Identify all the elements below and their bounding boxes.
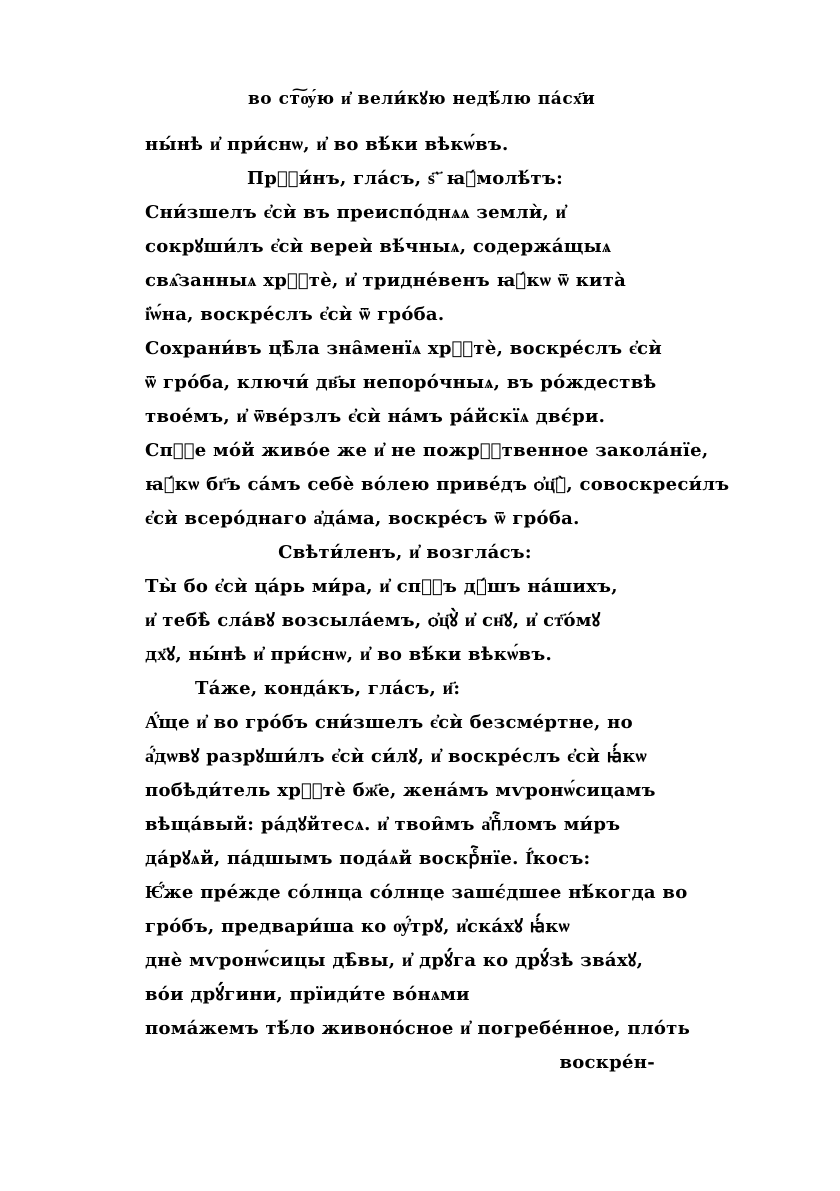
text-line: да́рꙋѧй, па́дшымъ пода́ѧй воскрⷭ҇нїе. І҆́косъ: [145, 848, 591, 869]
rubric-heading: Та́же, конда́къ, гла́съ, и҃: [195, 678, 461, 699]
text-line: і҆ѡ́на, воскре́слъ є҆сѝ ѿ гро́ба. [145, 304, 445, 325]
text-line: Ты̀ бо є҆сѝ ца́рь ми́ра, и҆ спⷭ҇ъ дꙋ́шъ на́шихъ, [145, 576, 618, 597]
text-line: Спⷭ҇е мо́й живо́е же и҆ не пожрⷭ҇твенное закола́нїе, [145, 440, 709, 461]
rubric-heading: Свѣти́ленъ, и҆ возгла́съ: [278, 542, 532, 563]
text-line: побѣди́тель хрⷭ҇тѐ бж҃е, жена́мъ мѵронѡ́сицамъ [145, 780, 656, 801]
text-line: сокрꙋши́лъ є҆сѝ вереѝ вѣ́чныѧ, содержа́щыѧ [145, 236, 612, 257]
rubric-heading: Прⷭ҇и́нъ, гла́съ, ѕ҃ ҃ ꙗ҆́молѣ́тъ: [246, 168, 564, 189]
text-line: днѐ мѵронѡ́сицы дѣ̑вы, и҆ дрꙋ́га ко дрꙋ́зѣ зва́хꙋ, [145, 950, 644, 971]
text-line: А҆́ще и҆ во гро́бъ сни́зшелъ є҆сѝ безсме́ртне, но [145, 712, 633, 733]
text-line: ны́нѣ и҆ при́снѡ, и҆ во вѣ́ки вѣкѡ́въ. [145, 134, 509, 155]
text-line: ѿ гро́ба, ключи́ дв҃ы непоро́чныѧ, въ ро́ждествѣ [145, 372, 657, 393]
text-line: дх҃ꙋ, ны́нѣ и҆ при́снѡ, и҆ во вѣ́ки вѣкѡ́въ. [145, 644, 553, 665]
text-line: Ѥ҆́же пре́жде со́лнца со́лнце зашє́дшее нѣ́когда во [145, 882, 688, 903]
text-line: пома́жемъ тѣ́ло живоно́сное и҆ погребе́нное, пло́ть [145, 1018, 691, 1039]
text-line: Сохрани́въ цѣ̑ла зна̑менїѧ хрⷭ҇тѐ, воскре́слъ є҆сѝ [145, 338, 662, 359]
text-line: вѣща́вый: ра́дꙋйтесѧ. и҆ твои̑мъ а҆пⷭ҇ломъ ми́ръ [145, 814, 621, 835]
text-line: а҆́дѡвꙋ разрꙋши́лъ є҆сѝ си́лꙋ, и҆ воскре́слъ є҆сѝ ꙗ҆́кѡ [145, 746, 647, 767]
text-line: твое́мъ, и҆ ѿве́рзлъ є҆сѝ на́мъ ра́йскїѧ двє́ри. [145, 406, 606, 427]
running-head: во ст͠ѹ́ю и҆ вели́кꙋю недѣ́лю па́сх҃и [248, 89, 596, 109]
text-line: є҆сѝ всеро́днаго а҆да́ма, воскре́съ ѿ гро́ба. [145, 508, 580, 529]
text-line: во́и дрꙋ́гини, прїиди́те во́нѧми [145, 984, 470, 1005]
catchword: воскре́н- [559, 1052, 655, 1073]
text-block [145, 128, 730, 1080]
text-line: гро́бъ, предвари́ша ко ѹ҆́трꙋ, и҆ска́хꙋ ꙗ҆́кѡ [145, 916, 570, 937]
text-line: Сни́зшелъ є҆сѝ въ преиспо́днѧѧ землѝ, и҆ [145, 202, 567, 223]
text-line: ꙗ҆́кѡ бг҃ъ са́мъ себѐ во́лею приве́дъ ѻ҆ц҃ꙋ̀, совоскреси́лъ [145, 474, 730, 495]
text-line: и҆ тебѣ̀ сла́вꙋ возсыла́емъ, ѻ҆ц҃ꙋ̀ и҆ сн҃ꙋ, и҆ ст҃о́мꙋ [145, 610, 601, 631]
text-line: свѧ̑занныѧ хрⷭ҇тѐ, и҆ тридне́венъ ꙗ҆́кѡ ѿ кита̀ [145, 270, 627, 291]
